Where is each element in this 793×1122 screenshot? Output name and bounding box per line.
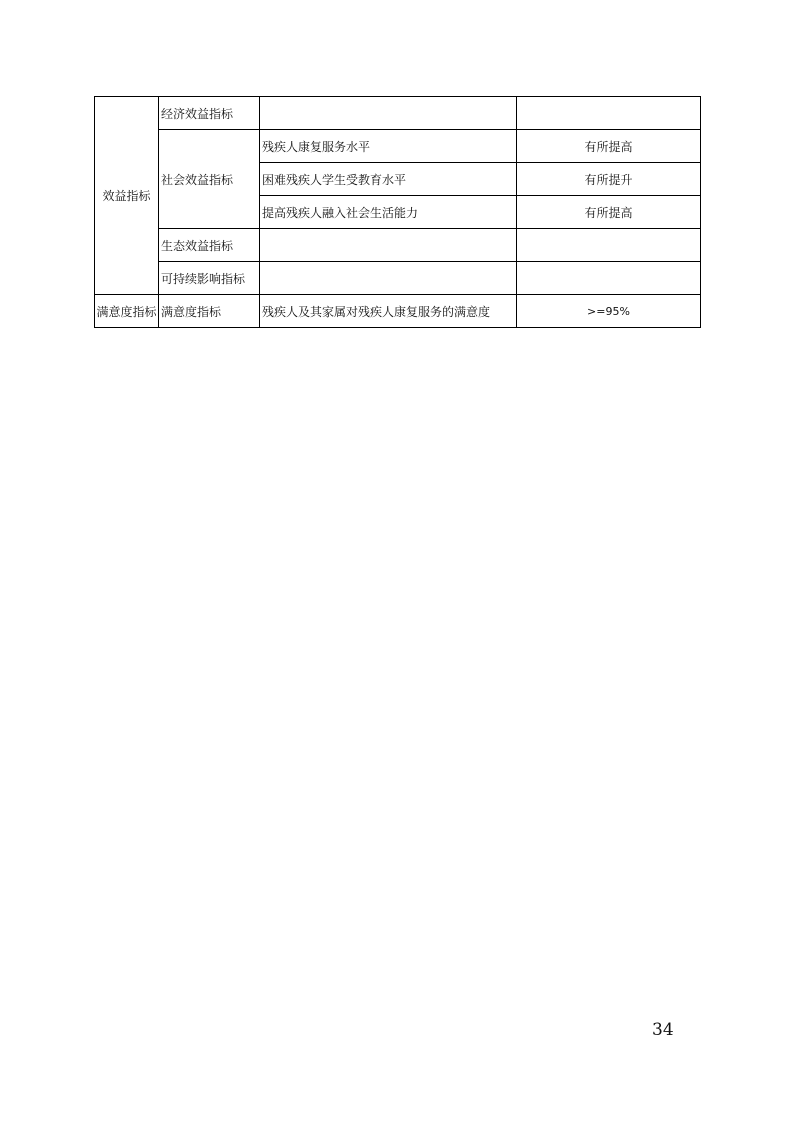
value-cell [517, 229, 701, 262]
indicator-cell: 提高残疾人融入社会生活能力 [260, 196, 517, 229]
indicator-cell [260, 97, 517, 130]
subcategory-cell-satisfaction: 满意度指标 [159, 295, 260, 328]
indicator-cell: 残疾人及其家属对残疾人康复服务的满意度 [260, 295, 517, 328]
indicator-cell [260, 262, 517, 295]
indicator-cell: 残疾人康复服务水平 [260, 130, 517, 163]
value-cell: >=95% [517, 295, 701, 328]
table-row [95, 262, 701, 295]
subcategory-cell-sustainable: 可持续影响指标 [159, 262, 260, 295]
value-cell [517, 262, 701, 295]
value-cell: 有所提升 [517, 163, 701, 196]
table-row [95, 130, 701, 163]
value-cell: 有所提高 [517, 130, 701, 163]
indicator-cell [260, 229, 517, 262]
page-number: 34 [652, 1020, 674, 1040]
value-cell: 有所提高 [517, 196, 701, 229]
table-row [95, 229, 701, 262]
subcategory-cell-economic: 经济效益指标 [159, 97, 260, 130]
table-row [95, 97, 701, 130]
subcategory-cell-social: 社会效益指标 [159, 130, 260, 229]
performance-indicator-table [94, 96, 701, 328]
indicator-cell: 困难残疾人学生受教育水平 [260, 163, 517, 196]
category-cell-benefit: 效益指标 [95, 97, 159, 295]
subcategory-cell-ecological: 生态效益指标 [159, 229, 260, 262]
category-cell-satisfaction: 满意度指标 [95, 295, 159, 328]
value-cell [517, 97, 701, 130]
table-row [95, 295, 701, 328]
